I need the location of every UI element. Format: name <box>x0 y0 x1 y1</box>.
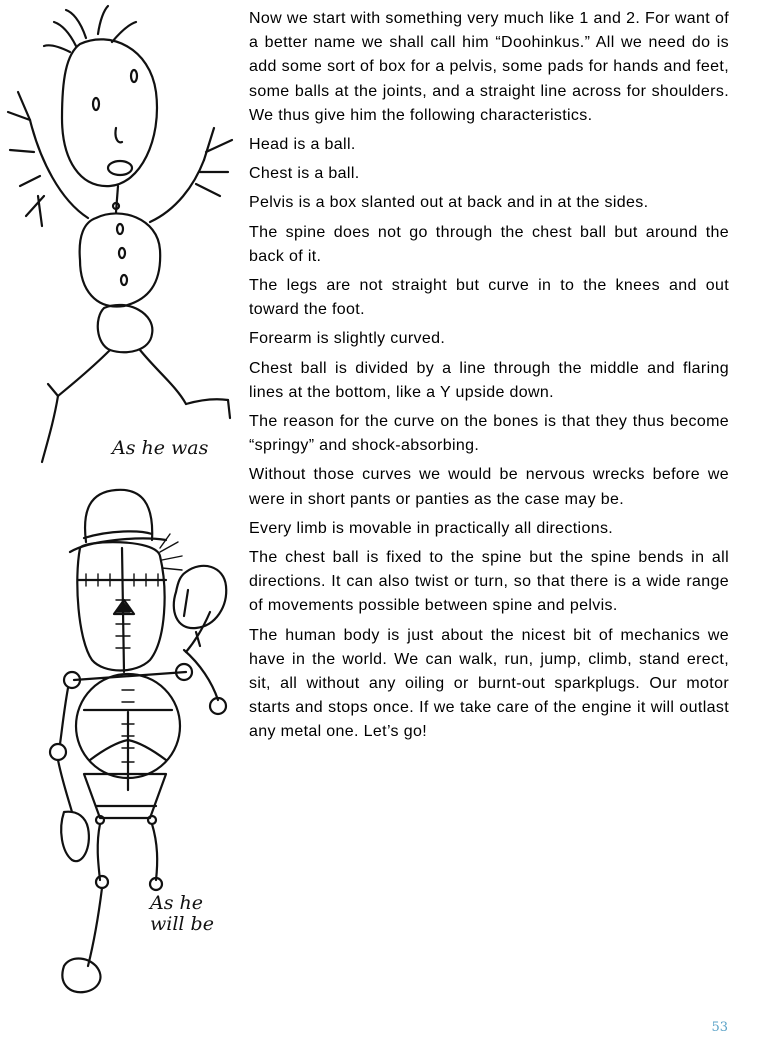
illustration-column <box>0 0 245 1000</box>
doohinkus-drawings <box>0 0 245 1000</box>
paragraph: The human body is just about the nicest bit of mechanics we have in the world. We can walk, run, jump, climb, stand erect, sit, all without any oiling or burnt-out sparkplugs. Our motor starts and stops once. If we take care of the engine it will outlast any metal one. Let’s go! <box>249 626 729 741</box>
paragraph: The spine does not go through the chest ball but around the back of it. <box>249 223 729 265</box>
caption-as-he-will-be <box>150 893 240 935</box>
paragraph: Chest is a ball. <box>249 165 360 183</box>
paragraph: Now we start with something very much like 1 and 2. For want of a better name we shall call him “Doohinkus.” All we need do is add some sort of box for a pelvis, some pads for hands and feet, some balls at the joints, and a straight line across for shoulders. We thus give him the following characteristics. <box>249 10 729 124</box>
paragraph: Pelvis is a box slanted out at back and in at the sides. <box>249 194 649 212</box>
paragraph: Head is a ball. <box>249 136 356 154</box>
caption-as-he-was: As he was <box>112 437 209 459</box>
body-text <box>249 7 729 750</box>
paragraph: The reason for the curve on the bones is that they thus become “springy” and shock-absorbing. <box>249 413 729 455</box>
caption-line-2: will be <box>150 913 214 935</box>
paragraph: The chest ball is fixed to the spine but the spine bends in all directions. It can also twist or turn, so that there is a wide range of movements possible between spine and pelvis. <box>249 549 729 615</box>
paragraph: Chest ball is divided by a line through the middle and flaring lines at the bottom, like a Y upside down. <box>249 359 729 401</box>
caption-line-1: As he <box>150 892 203 914</box>
page-number: 53 <box>711 1020 728 1035</box>
paragraph: Every limb is movable in practically all directions. <box>249 519 614 537</box>
figure-as-he-was <box>8 6 232 462</box>
paragraph: The legs are not straight but curve in to the knees and out toward the foot. <box>249 277 729 319</box>
paragraph: Without those curves we would be nervous wrecks before we were in short pants or panties as the case may be. <box>249 466 729 508</box>
paragraph: Forearm is slightly curved. <box>249 330 446 348</box>
